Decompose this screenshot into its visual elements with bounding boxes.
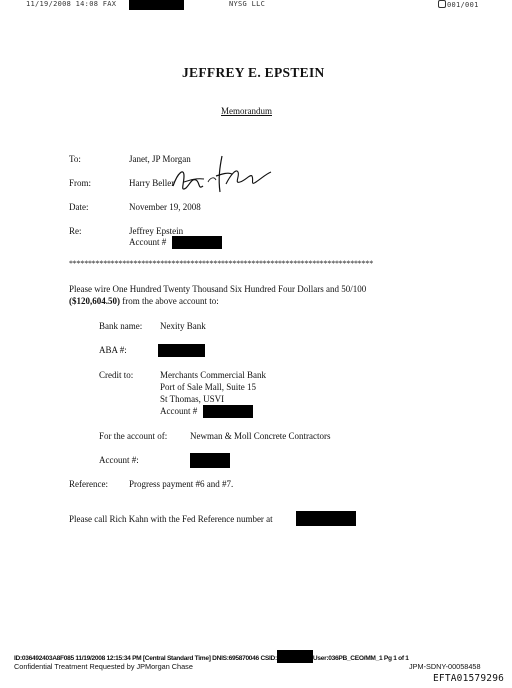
re-value-line1: Jeffrey Epstein xyxy=(129,226,184,236)
credit-to-label: Credit to: xyxy=(99,370,134,380)
wire-instruction-line2 xyxy=(69,296,219,306)
account-label: Account #: xyxy=(99,455,139,465)
to-label: To: xyxy=(69,154,81,164)
credit-to-line1: Merchants Commercial Bank xyxy=(160,370,266,380)
credit-to-line3: St Thomas, USVI xyxy=(160,394,225,404)
footer-csid-redaction xyxy=(277,650,313,663)
bank-name-label: Bank name: xyxy=(99,321,143,331)
re-account-redaction xyxy=(172,236,222,249)
re-value-line2: Account # xyxy=(129,237,167,247)
reference-label: Reference: xyxy=(69,479,108,489)
fax-icon xyxy=(438,0,446,8)
confidential-notice: Confidential Treatment Requested by JPMorgan Chase xyxy=(14,662,193,671)
footer-id-part1: ID:036492403A8F085 11/19/2008 12:15:34 PM [Central Standard Time] DNIS:695870046 CSID: xyxy=(14,655,277,662)
to-value: Janet, JP Morgan xyxy=(129,154,191,164)
credit-account-redaction xyxy=(203,405,253,418)
for-account-label: For the account of: xyxy=(99,431,168,441)
footer-id-part2: User:036PB_CEO/MM_1 Pg 1 of 1 xyxy=(312,655,409,662)
re-label: Re: xyxy=(69,226,82,236)
bank-name-value: Nexity Bank xyxy=(160,321,206,331)
date-value: November 19, 2008 xyxy=(129,202,201,212)
wire-instruction-rest: from the above account to: xyxy=(120,296,219,306)
aba-label: ABA #: xyxy=(99,345,127,355)
wire-amount: ($120,604.50) xyxy=(69,296,120,306)
fax-datetime: 11/19/2008 14:08 FAX xyxy=(26,0,117,8)
date-label: Date: xyxy=(69,202,89,212)
account-redaction xyxy=(190,453,230,468)
letterhead-name: JEFFREY E. EPSTEIN xyxy=(182,65,325,80)
credit-to-line2: Port of Sale Mall, Suite 15 xyxy=(160,382,256,392)
for-account-value: Newman & Moll Concrete Contractors xyxy=(190,431,331,441)
credit-to-line4: Account # xyxy=(160,406,198,416)
fax-page-counter xyxy=(438,0,479,9)
from-value: Harry Beller xyxy=(129,178,175,188)
asterisk-separator: ******************************************************************************** xyxy=(69,259,374,268)
aba-redaction xyxy=(158,344,205,357)
from-label: From: xyxy=(69,178,92,188)
wire-instruction-line1: Please wire One Hundred Twenty Thousand Six Hundred Four Dollars and 50/100 xyxy=(69,284,367,294)
bates-number: JPM-SDNY-00058458 xyxy=(409,662,481,671)
fax-page-number: 001/001 xyxy=(447,1,479,9)
reference-value: Progress payment #6 and #7. xyxy=(129,479,234,489)
call-instruction: Please call Rich Kahn with the Fed Reference number at xyxy=(69,514,273,524)
fax-sender: NYSG LLC xyxy=(229,0,266,8)
efta-number: EFTA01579296 xyxy=(433,673,505,684)
fax-header-redaction xyxy=(129,0,184,10)
phone-redaction xyxy=(296,511,356,526)
memo-subtitle: Memorandum xyxy=(221,106,272,116)
handwritten-signature xyxy=(170,152,275,198)
